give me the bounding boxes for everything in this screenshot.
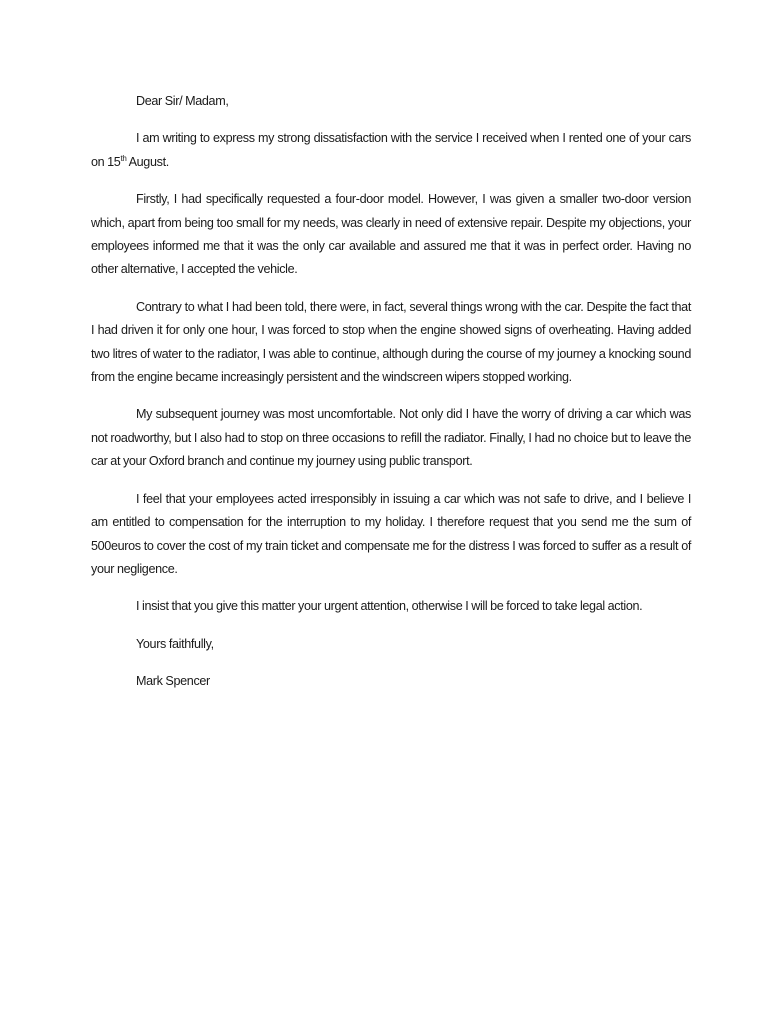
paragraph-4: My subsequent journey was most uncomfortable. Not only did I have the worry of driving a car which was not roadworthy, but I also had to stop on three occasions to refill the radiator. Finally, I had no choice but to leave the car at your Oxford branch and continue my journey using public transport. (91, 407, 691, 469)
paragraph-1 (91, 127, 691, 174)
date-ordinal-suffix: th (120, 153, 127, 163)
signature-name: Mark Spencer (136, 674, 210, 689)
paragraph-2: Firstly, I had specifically requested a four-door model. However, I was given a smaller two-door version which, apart from being too small for my needs, was clearly in need of extensive repair. Despite my objections, your employees informed me that it was the only car available and assured me that it was in perfect order. Having no other alternative, I accepted the vehicle. (91, 192, 691, 277)
paragraph-1-text-end: August. (126, 154, 169, 169)
closing: Yours faithfully, (136, 636, 214, 651)
paragraph-5: I feel that your employees acted irresponsibly in issuing a car which was not safe to drive, and I believe I am entitled to compensation for the interruption to my holiday. I therefore request that you send me the sum of 500euros to cover the cost of my train ticket and compensate me for the distress I was forced to suffer as a result of your negligence. (91, 491, 691, 576)
paragraph-3: Contrary to what I had been told, there were, in fact, several things wrong with the car. Despite the fact that I had driven it for only one hour, I was forced to stop when the engine showed signs of overheating. Having added two litres of water to the radiator, I was able to continue, although during the course of my journey a knocking sound from the engine became increasingly persistent and the windscreen wipers stopped working. (91, 299, 691, 385)
salutation: Dear Sir/ Madam, (136, 94, 229, 108)
paragraph-1-text: I am writing to express my strong dissatisfaction with the service I received when I rented one of your cars on 15 (91, 131, 691, 169)
letter-body (91, 90, 691, 708)
paragraph-6: I insist that you give this matter your urgent attention, otherwise I will be forced to take legal action. (136, 599, 643, 614)
